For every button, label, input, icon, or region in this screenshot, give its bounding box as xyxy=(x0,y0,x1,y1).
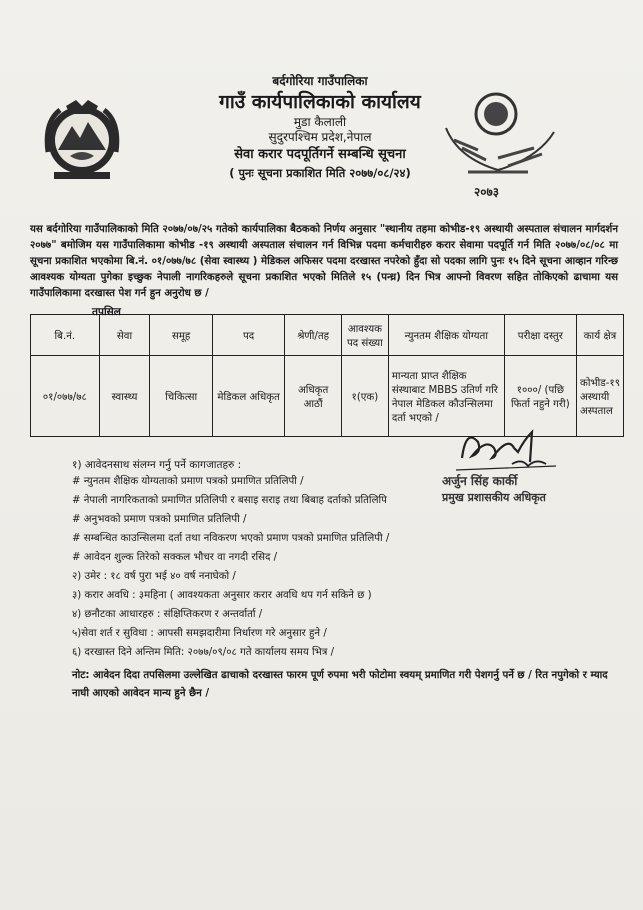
signatory-name: अर्जुन सिंह कार्की xyxy=(442,474,518,488)
list-item: २) उमेर : १८ वर्ष पुरा भई ४० वर्ष ननाघेको / xyxy=(72,571,236,582)
district-line: मुडा कैलाली xyxy=(293,114,347,129)
province-line: सुदुरपश्चिम प्रदेश,नेपाल xyxy=(268,129,372,144)
cell-group: चिकित्सा xyxy=(150,356,213,437)
list-item: # सम्बन्धित काउन्सिलमा दर्ता तथा नविकरण भएको प्रमाण पत्रको प्रमाणित प्रतिलिपी / xyxy=(72,533,390,544)
cell-serial: ०१/०७७/७८ xyxy=(31,356,100,437)
col-level: श्रेणी/तह xyxy=(285,315,342,356)
republish-date: ( पुनः सूचना प्रकाशित मिति २०७७/०८/२४) xyxy=(229,166,411,180)
col-serial: बि.नं. xyxy=(31,315,100,356)
notice-intro: यस बर्दगोरिया गाउँपालिकाको मिति २०७७/०७/२५ गतेको कार्यपालिका बैठकको निर्णय अनुसार "स्थानीय तहमा कोभीड-१९ अस्थायी अस्पताल संचालन मार्गदर्शन २०७७" बमोजिम यस गाउँपालिकामा कोभीड -१९ अस्थायी अस्पताल संचालन गर्न विभिन्न पदमा कर्मचारीहरु करार सेवामा पदपूर्ति गर्न मिति २०७७/०८/०८ मा सूचना प्रकाशित भएकोमा बि.नं. ०१/०७७/७८ (सेवा स्वास्थ्य ) मेडिकल अफिसर पदमा दरखास्त नपरेको हुँदा सो पदका लागि पुनः १५ दिने सूचना आव्हान गरिन्छ आवश्यक योग्यता पुगेका इच्छुक नेपाली नागरिकहरुले सूचना प्रकाशित भएको मितिले १५ (पन्ध्र) दिन भित्र आफ्नो विवरण सहित तोकिएको ढाचामा यस गाउँपालिकामा दरखास्त पेश गर्न हुन अनुरोध छ / xyxy=(30,224,618,299)
col-posts-required: आवश्यक पद संख्या xyxy=(341,315,388,356)
cell-work-area: कोभीड-१९ अस्थायी अस्पताल xyxy=(577,356,624,437)
col-qualification: न्युनतम शैक्षिक योग्यता xyxy=(388,315,504,356)
documents-list xyxy=(72,472,492,567)
signature-icon xyxy=(452,418,562,476)
cell-posts-required: १(एक) xyxy=(341,356,388,437)
municipal-seal-icon xyxy=(438,88,560,200)
conditions-list xyxy=(72,567,492,662)
col-post: पद xyxy=(212,315,284,356)
list-item: # आवेदन शुल्क तिरेको सक्कल भौचर वा नगदी रसिद / xyxy=(72,552,278,563)
signatory-title: प्रमुख प्रशासकीय अधिकृत xyxy=(442,491,546,504)
list-item: # नेपाली नागरिकताको प्रमाणित प्रतिलिपी र बसाइ सराइ तथा बिबाह दर्ताको प्रतिलिपि xyxy=(72,495,387,506)
list-item: ४) छनौटका आधारहरु : संक्षिप्तिकरण र अन्तर्वार्ता / xyxy=(72,609,263,620)
nepal-government-emblem-icon xyxy=(36,92,128,184)
cell-service: स्वास्थ्य xyxy=(99,356,150,437)
list-item: ३) करार अवधि : ३महिना ( आवश्यकता अनुसार करार अवधि थप गर्न सकिने छ ) xyxy=(72,590,372,601)
cell-exam-fee: १०००/ (पछि फिर्ता नहुने गरी) xyxy=(504,356,576,437)
col-group: समूह xyxy=(150,315,213,356)
list-item: # अनुभवको प्रमाण पत्रको प्रमाणित प्रतिलिपी / xyxy=(72,514,247,525)
table-caption: तपसिल xyxy=(92,306,121,318)
documents-title: १) आवेदनसाथ संलग्न गर्नु पर्ने कागजातहरु : xyxy=(72,459,242,471)
seal-year: २०७३ xyxy=(474,185,499,199)
cell-post: मेडिकल अधिकृत xyxy=(212,356,284,437)
table-header-row xyxy=(31,315,624,356)
municipality-name: बर्दगोरिया गाउँपालिका xyxy=(272,74,368,88)
col-exam-fee: परीक्षा दस्तुर xyxy=(504,315,576,356)
note-paragraph: नोट: आवेदन दिदा तपसिलमा उल्लेखित ढाचाको दरखास्त फारम पूर्ण रुपमा भरी फोटोमा स्वयम् प्रमाणित गरी पेशगर्नु पर्ने छ / रित नपुगेको र म्याद नाघी आएको आवेदन मान्य हुने छैन / xyxy=(72,670,608,699)
office-title: गाउँ कार्यपालिकाको कार्यालय xyxy=(219,91,421,113)
list-item: ६) दरखास्त दिने अन्तिम मिति: २०७७/०९/०८ गते कार्यालय समय भित्र / xyxy=(72,647,335,658)
col-work-area: कार्य क्षेत्र xyxy=(577,315,624,356)
cell-level: अधिकृत आठौं xyxy=(285,356,342,437)
notice-title: सेवा करार पदपूर्तिगर्ने सम्बन्धि सूचना xyxy=(234,146,406,162)
list-item: # न्युनतम शैक्षिक योग्यताको प्रमाण पत्रको प्रमाणित प्रतिलिपी / xyxy=(72,476,304,487)
col-service: सेवा xyxy=(99,315,150,356)
cell-qualification: मान्यता प्राप्त शैक्षिक संस्थाबाट MBBS उतिर्ण गरि नेपाल मेडिकल कौउन्सिलमा दर्ता भएको / xyxy=(388,356,504,437)
list-item: ५)सेवा शर्त र सुविधा : आपसी समझदारीमा निर्धारण गरे अनुसार हुने / xyxy=(72,628,327,639)
